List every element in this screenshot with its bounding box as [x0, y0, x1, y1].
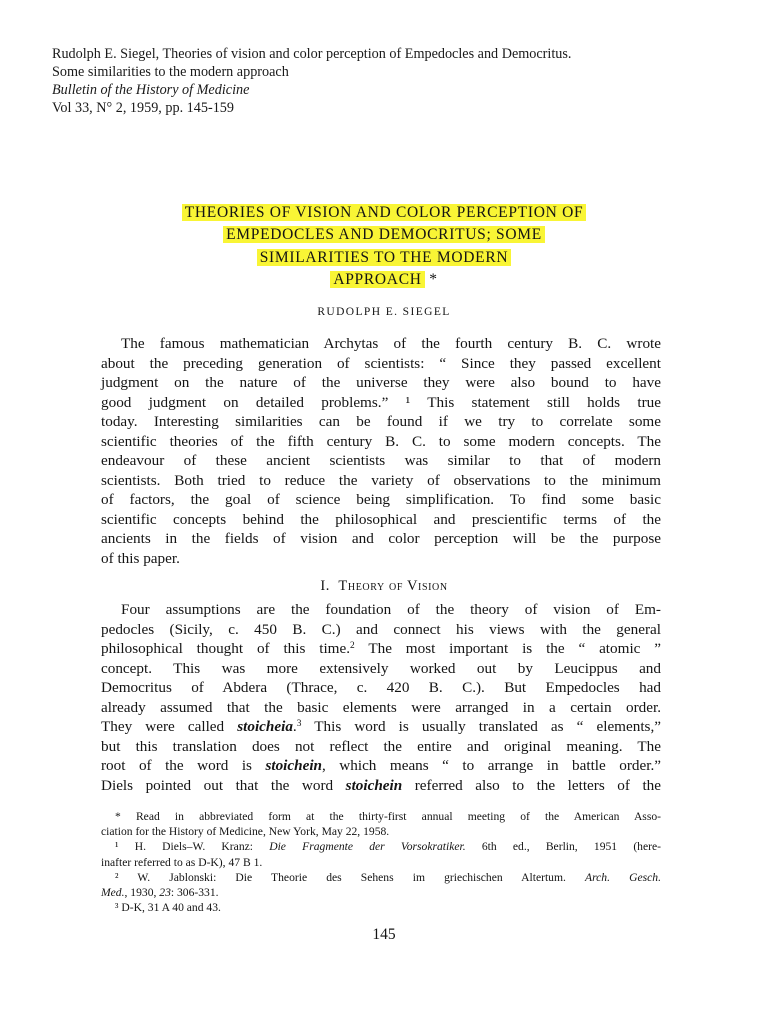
- section-heading: [0, 578, 768, 595]
- paragraph-vision: [101, 600, 661, 795]
- term-stoicheia: stoicheia: [237, 718, 293, 736]
- footnote-journal: Med.: [101, 885, 125, 899]
- footnote-line: * Read in abbreviated form at the thirty-first annual meeting of the American Asso-: [115, 810, 661, 823]
- text-segment: root of the word is: [101, 757, 266, 775]
- text-line: today. Interesting similarities can be found if we try to correlate some: [101, 413, 661, 431]
- term-stoichein: stoichein: [265, 757, 322, 775]
- footnote-line: [101, 839, 661, 854]
- text-line: Democritus of Abdera (Thrace, c. 420 B. C.). But Empedocles had: [101, 679, 661, 697]
- title-line-3: [100, 247, 668, 269]
- text-line: They were called stoicheia.$^3$ This word is usually translated as “ elements,”: [101, 718, 662, 736]
- text-line: [101, 639, 661, 659]
- text-line: concept. This was more extensively worked out by Leucippus and: [101, 659, 661, 677]
- title-line-1: [100, 202, 668, 224]
- citation-title: Theories of vision and color perception of Empedocles and Democritus.: [162, 46, 572, 62]
- article-author: RUDOLPH E. SIEGEL: [317, 306, 451, 318]
- text-line: judgment on the nature of the universe they were also bound to have: [101, 374, 661, 392]
- footnote-mark: ¹: [115, 840, 119, 854]
- section-number: I.: [320, 578, 330, 594]
- text-segment: referred also to the letters of the: [402, 776, 661, 794]
- footnote-line: [101, 885, 661, 900]
- text-line: of factors, the goal of science being simplification. To find some basic: [101, 491, 661, 509]
- text-line: [101, 776, 661, 796]
- footnote-text: H. Diels–W. Kranz:: [118, 840, 270, 854]
- title-line-4: [100, 269, 668, 291]
- text-line: Four assumptions are the foundation of the theory of vision of Em-: [121, 601, 661, 618]
- citation-journal: Bulletin of the History of Medicine: [52, 82, 250, 98]
- footnote-book-title: Die Fragmente der Vorsokratiker.: [269, 840, 466, 854]
- footnote-text: , 1930,: [124, 885, 160, 899]
- footnote-mark: ³: [115, 901, 119, 915]
- citation-title-cont: Some similarities to the modern approach: [52, 64, 289, 80]
- text-line: scientific concepts behind the philosophical and prescientific terms of the: [101, 510, 661, 528]
- text-line: but this translation does not reflect the entire and original meaning. The: [101, 737, 661, 755]
- text-line: about the preceding generation of scientists: “ Since they passed excellent: [101, 354, 661, 372]
- text-line: [101, 756, 661, 776]
- text-segment: The most important is the “ atomic ”: [354, 640, 661, 658]
- citation-volume: Vol 33, N° 2, 1959, pp. 145-159: [52, 100, 234, 116]
- title-highlight-1: THEORIES OF VISION AND COLOR PERCEPTION OF: [182, 204, 587, 221]
- footnote-line: [101, 870, 661, 885]
- footnote-volume: 23: [159, 885, 171, 899]
- text-line: already assumed that the basic elements were arranged in a certain order.: [101, 698, 661, 716]
- page-number: 145: [372, 926, 396, 943]
- text-segment: Diels pointed out that the word: [101, 776, 346, 794]
- title-footnote-mark: *: [429, 270, 438, 288]
- text-line: The famous mathematician Archytas of the fourth century B. C. wrote: [121, 335, 661, 352]
- text-line: of this paper.: [101, 550, 180, 568]
- text-line: endeavour of these ancient scientists was similar to that of modern: [101, 452, 661, 470]
- citation-journal-line: [52, 81, 742, 99]
- footnote-ref: 2: [350, 640, 355, 651]
- text-segment: This word is usually translated as “ elements,”: [301, 718, 662, 736]
- footnote-line: [101, 900, 661, 915]
- title-highlight-4: APPROACH: [330, 271, 424, 288]
- term-stoichein: stoichein: [345, 776, 403, 794]
- text-line: ancients in the fields of vision and color perception will be the purpose: [101, 530, 661, 548]
- section-title: Theory of Vision: [338, 578, 448, 594]
- citation-line-1: [52, 45, 742, 63]
- title-highlight-3: SIMILARITIES TO THE MODERN: [257, 249, 512, 266]
- text-line: pedocles (Sicily, c. 450 B. C.) and connect his views with the general: [101, 620, 661, 638]
- article-title: [100, 202, 668, 291]
- footnote-line: inafter referred to as D-K), 47 B 1.: [101, 855, 263, 869]
- citation-author: Rudolph E. Siegel,: [52, 46, 163, 62]
- text-segment: philosophical thought of this time.: [101, 640, 351, 658]
- footnote-text: D-K, 31 A 40 and 43.: [118, 901, 221, 915]
- paragraph-intro: [101, 334, 661, 569]
- title-line-2: [100, 224, 668, 246]
- text-line: good judgment on detailed problems.” ¹ This statement still holds true: [101, 393, 661, 411]
- text-segment: , which means “ to arrange in battle order.”: [322, 757, 661, 775]
- title-highlight-2: EMPEDOCLES AND DEMOCRITUS; SOME: [223, 226, 545, 243]
- text-line: scientists. Both tried to reduce the variety of observations to the minimum: [101, 471, 661, 489]
- footnotes: [101, 809, 661, 915]
- footnote-journal: Arch. Gesch.: [585, 870, 661, 884]
- footnote-line: ciation for the History of Medicine, New York, May 22, 1958.: [101, 825, 390, 839]
- footnote-ref: 3: [296, 719, 302, 730]
- text-segment: They were called: [101, 718, 238, 736]
- text-line: scientific theories of the fifth century B. C. to some modern concepts. The: [101, 432, 661, 450]
- footnote-text: 6th ed., Berlin, 1951 (here-: [465, 840, 661, 854]
- footnote-mark: ²: [115, 870, 119, 884]
- footnote-text: : 306-331.: [170, 885, 219, 899]
- footnote-text: W. Jablonski: Die Theorie des Sehens im griechischen Altertum.: [118, 870, 585, 884]
- citation-header: [52, 45, 742, 117]
